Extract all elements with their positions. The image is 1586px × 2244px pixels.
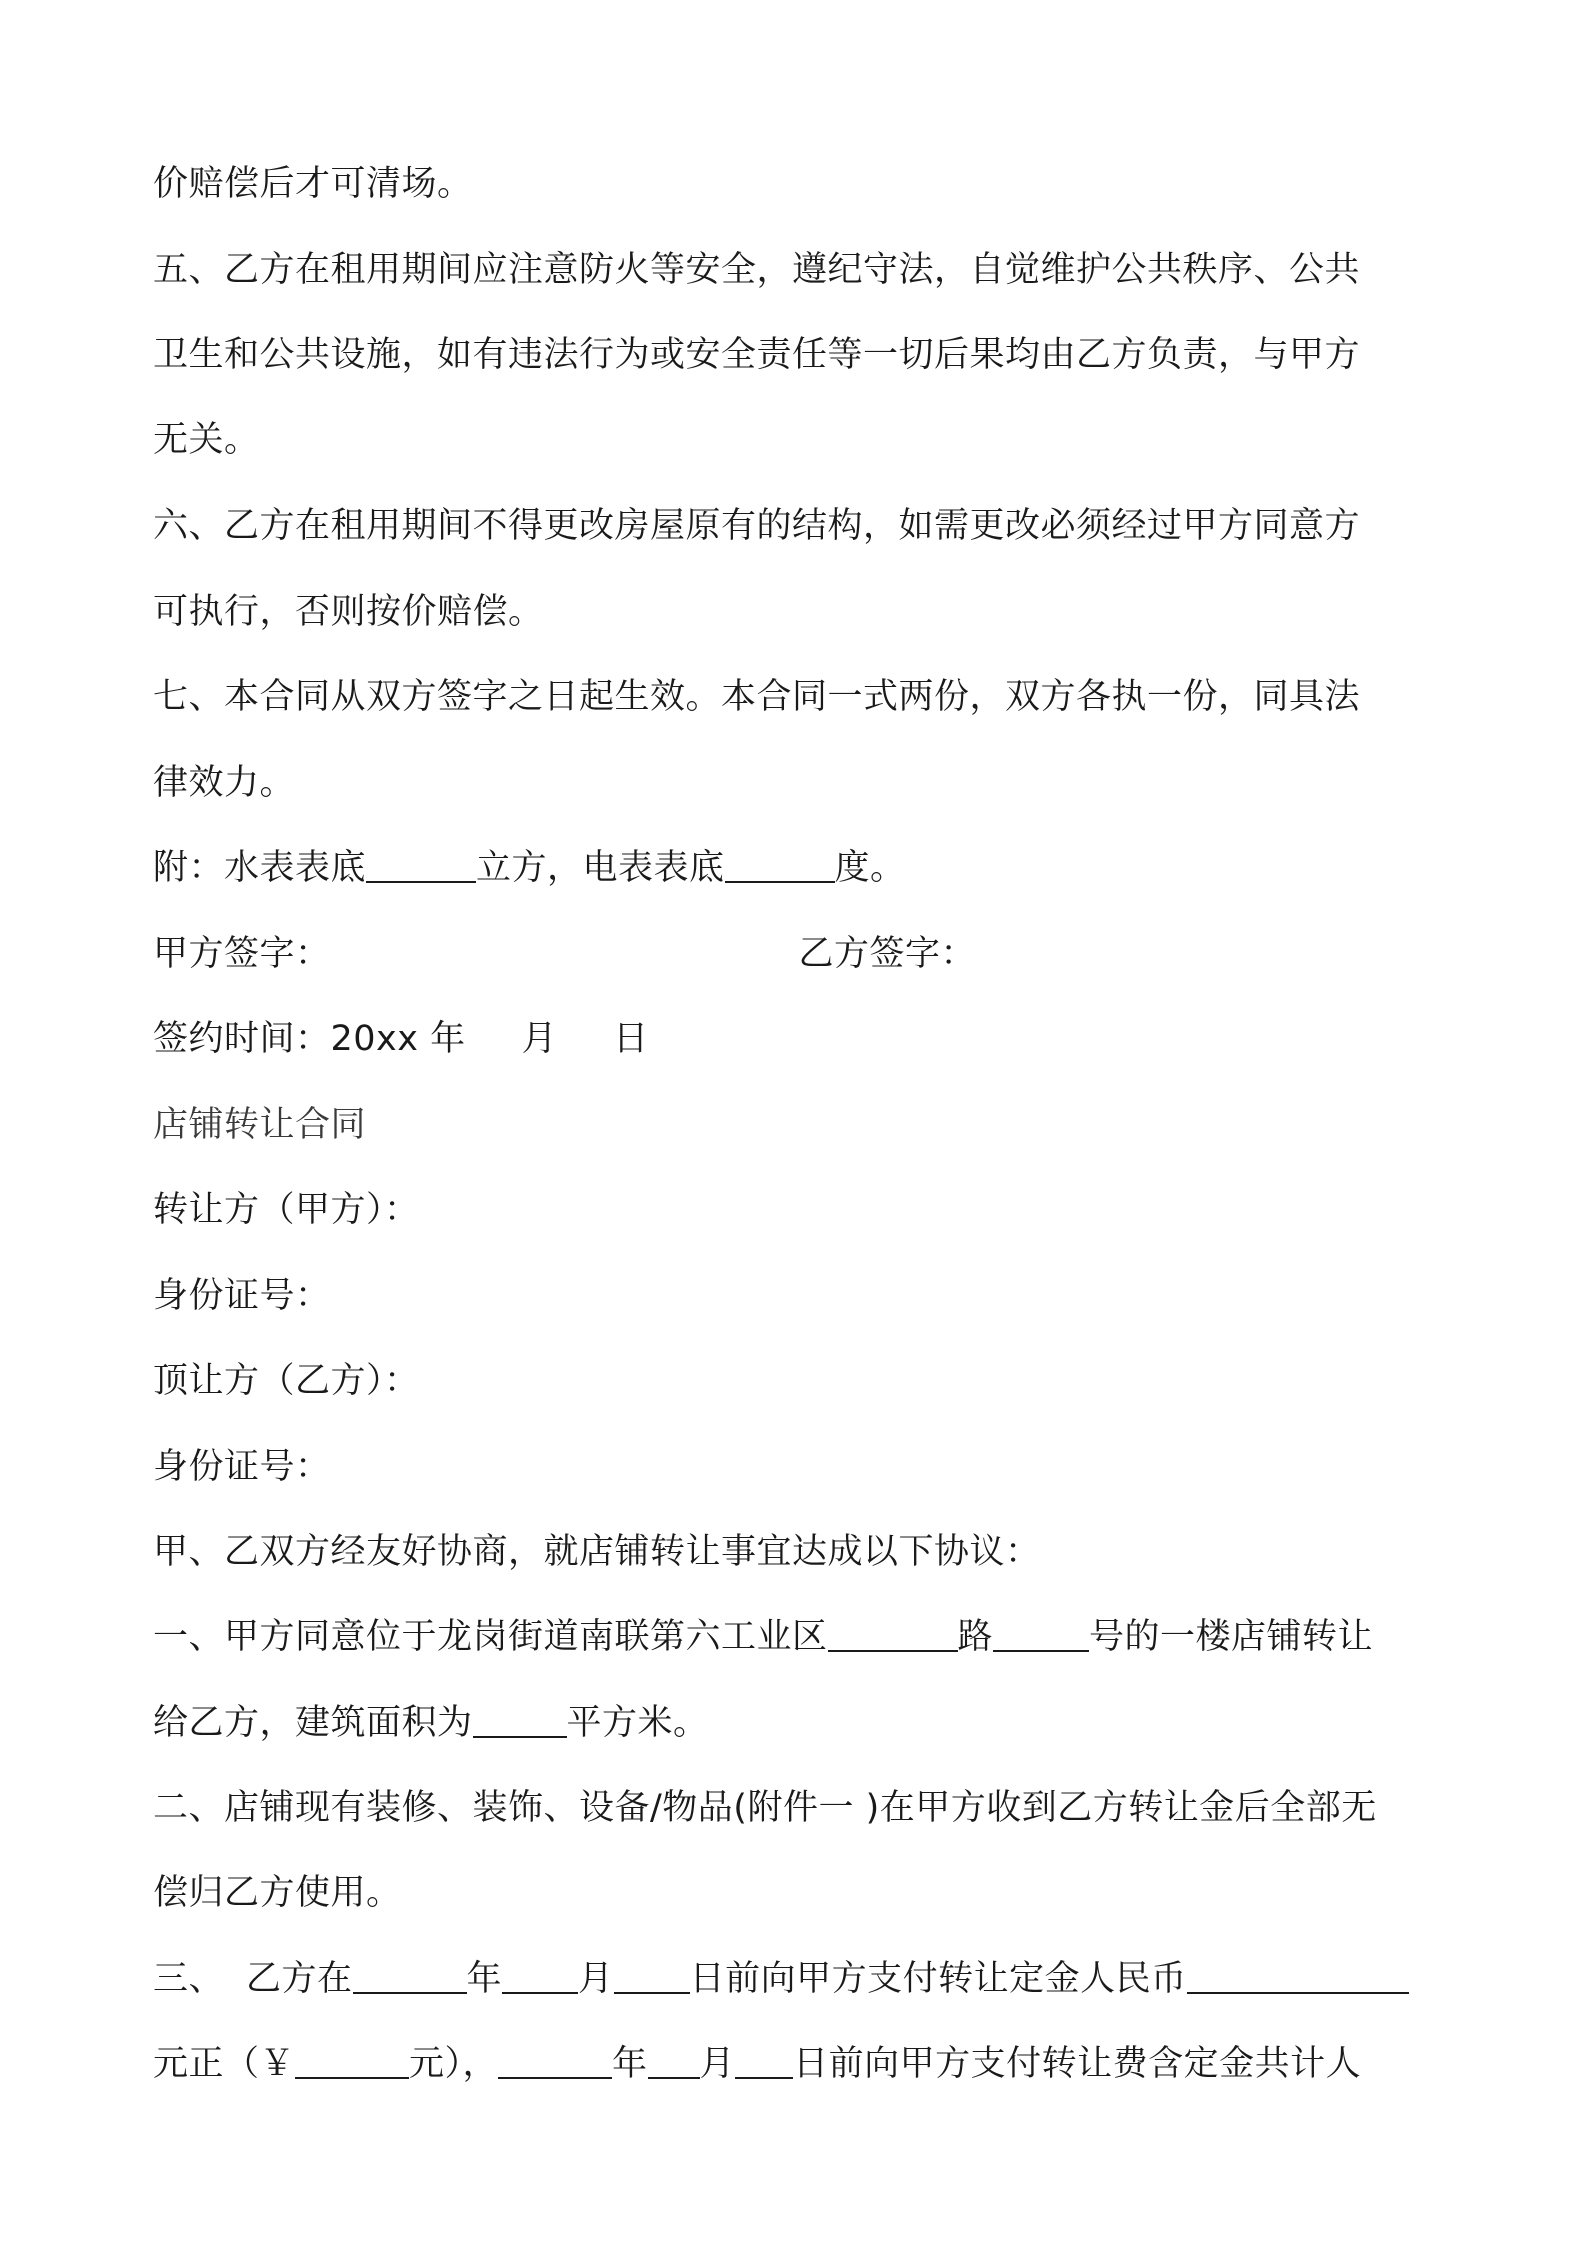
clause-1-text-a: 一、甲方同意位于龙岗街道南联第六工业区 (153, 1617, 828, 1657)
clause-6-line-2: 可执行，否则按价赔偿。 (153, 592, 544, 632)
number-blank[interactable] (993, 1616, 1089, 1652)
clause-7-line-1: 七、本合同从双方签字之日起生效。本合同一式两份，双方各执一份，同具法 (153, 677, 1361, 717)
clause-3-month: 月 (578, 1959, 614, 1999)
clause-3-text-a: 乙方在 (246, 1959, 353, 1999)
clause-1-text-d: 给乙方，建筑面积为 (153, 1703, 473, 1743)
payment-month-blank[interactable] (648, 2043, 700, 2079)
section-title: 店铺转让合同 (153, 1105, 367, 1145)
clause-3-number: 三、 (153, 1959, 225, 1999)
clause-1-line-1 (153, 1615, 1453, 1659)
signature-line (153, 932, 1453, 976)
sign-date-line (153, 1017, 1453, 1061)
deposit-amount-blank[interactable] (1187, 1958, 1409, 1994)
electric-meter-label: 立方，电表表底 (476, 848, 725, 888)
clause-1-text-b: 路 (957, 1617, 994, 1657)
clause-1-text-e: 平方米。 (566, 1703, 709, 1743)
road-blank[interactable] (828, 1616, 958, 1652)
clause-5-line-1: 五、乙方在租用期间应注意防火等安全，遵纪守法，自觉维护公共秩序、公共 (153, 250, 1361, 290)
degree-label: 度。 (834, 848, 906, 888)
clause-7-line-2: 律效力。 (153, 763, 296, 803)
clause-3-year: 年 (466, 1959, 503, 1999)
clause-3-month-2: 月 (699, 2044, 736, 2084)
clause-6-line-1: 六、乙方在租用期间不得更改房屋原有的结构，如需更改必须经过甲方同意方 (153, 506, 1361, 546)
clause-2-line-1: 二、店铺现有装修、装饰、设备/物品(附件一 )在甲方收到乙方转让金后全部无 (153, 1788, 1377, 1828)
transferee-label: 顶让方（乙方）： (153, 1361, 420, 1401)
meter-reading-line (153, 846, 1453, 890)
clause-3-text-c: 元正（￥ (153, 2044, 296, 2084)
deposit-yuan-blank[interactable] (295, 2043, 409, 2079)
sign-date-day: 日 (613, 1019, 649, 1059)
party-b-signature-label: 乙方签字： (798, 934, 977, 974)
clause-1-text-c: 号的一楼店铺转让 (1089, 1617, 1374, 1657)
payment-day-blank[interactable] (735, 2043, 793, 2079)
agreement-intro: 甲、乙双方经友好协商，就店铺转让事宜达成以下协议： (153, 1532, 1041, 1572)
party-a-signature-label: 甲方签字： (153, 934, 331, 974)
transferor-label: 转让方（甲方）： (153, 1190, 420, 1230)
clause-2-line-2: 偿归乙方使用。 (153, 1873, 402, 1913)
area-blank[interactable] (473, 1702, 567, 1738)
sign-date-year: 签约时间：20xx 年 (153, 1019, 466, 1059)
clause-5-line-3: 无关。 (153, 420, 260, 460)
clause-5-line-2: 卫生和公共设施，如有违法行为或安全责任等一切后果均由乙方负责，与甲方 (153, 335, 1361, 375)
clause-3-text-d: 元）， (409, 2044, 499, 2084)
payment-year-blank[interactable] (498, 2043, 612, 2079)
clause-3-line-2 (153, 2042, 1453, 2086)
sign-date-month: 月 (521, 1019, 558, 1059)
deposit-day-blank[interactable] (614, 1958, 690, 1994)
electric-meter-blank[interactable] (725, 847, 835, 883)
deposit-year-blank[interactable] (353, 1958, 467, 1994)
clause-3-year-2: 年 (612, 2044, 648, 2084)
water-meter-label: 附：水表表底 (153, 848, 367, 888)
clause-3-text-b: 日前向甲方支付转让定金人民币 (689, 1959, 1187, 1999)
text-line: 价赔偿后才可清场。 (153, 164, 473, 204)
clause-1-line-2 (153, 1701, 1453, 1745)
deposit-month-blank[interactable] (502, 1958, 578, 1994)
clause-3-text-e: 日前向甲方支付转让费含定金共计人 (793, 2044, 1362, 2084)
water-meter-blank[interactable] (366, 847, 476, 883)
clause-3-line-1 (153, 1957, 1453, 2001)
transferor-id-label: 身份证号： (153, 1276, 331, 1316)
transferee-id-label: 身份证号： (153, 1447, 331, 1487)
